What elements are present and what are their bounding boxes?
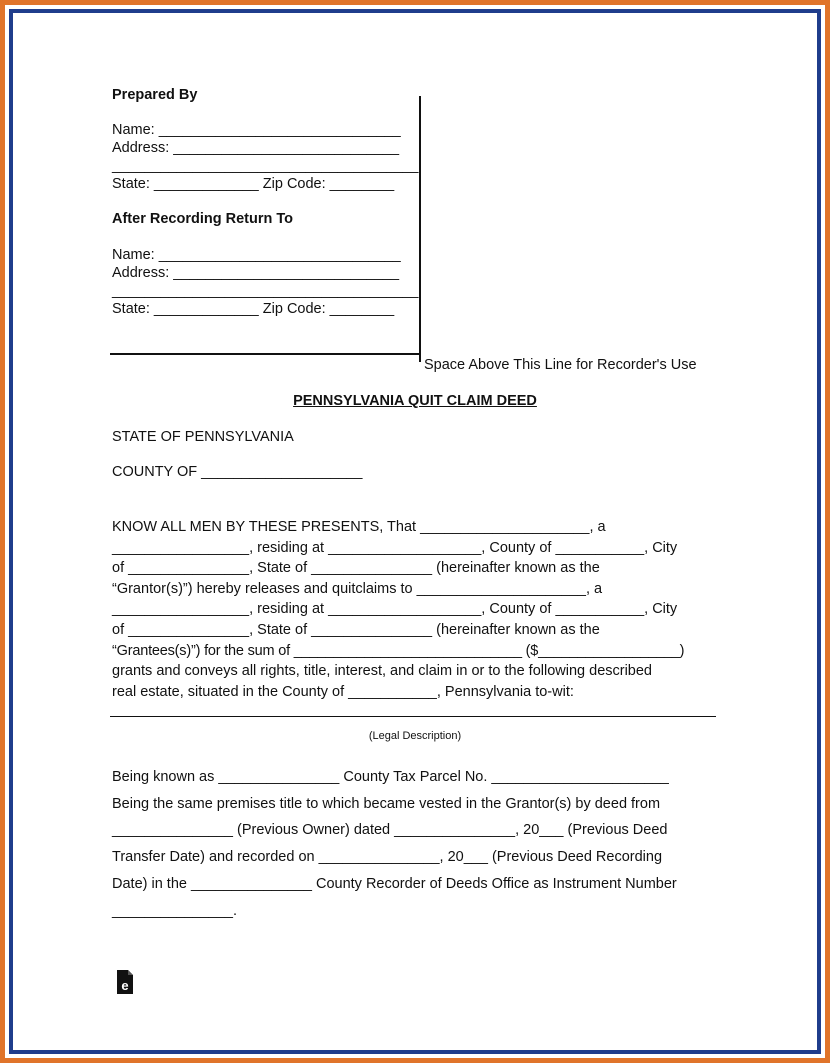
prepared-by-title: Prepared By [112, 87, 198, 103]
recorder-note: Space Above This Line for Recorder's Use [424, 357, 697, 373]
return-address-field: Address: ____________________________ [112, 265, 400, 281]
recorder-divider-vertical [419, 96, 421, 362]
lower-line: _______________. [112, 903, 237, 919]
body-paragraph [112, 517, 716, 702]
body-line: grants and conveys all rights, title, interest, and claim in or to the following described [112, 663, 652, 680]
prepared-blank-line: ______________________________________ [112, 158, 419, 174]
lower-line: Date) in the _______________ County Recorder of Deeds Office as Instrument Number [112, 876, 677, 892]
return-to-title: After Recording Return To [112, 211, 293, 227]
return-blank-line: ______________________________________ [112, 283, 419, 299]
body-line: real estate, situated in the County of ___________, Pennsylvania to-wit: [112, 683, 574, 700]
prepared-name-field: Name: ______________________________ [112, 122, 401, 138]
county-line: COUNTY OF ____________________ [112, 464, 363, 480]
state-line: STATE OF PENNSYLVANIA [112, 429, 294, 445]
deed-title: PENNSYLVANIA QUIT CLAIM DEED [293, 393, 537, 409]
legal-description-label: (Legal Description) [368, 730, 462, 742]
body-line: of _______________, State of _______________ (hereinafter known as the [112, 560, 600, 577]
prepared-address-field: Address: ____________________________ [112, 140, 400, 156]
legal-description-line [110, 716, 716, 717]
body-line: _________________, residing at ___________________, County of ___________, City [112, 601, 678, 618]
body-line: _________________, residing at ___________________, County of ___________, City [112, 539, 678, 556]
eforms-document-icon [116, 969, 134, 995]
lower-line: Being known as _______________ County Tax Parcel No. ______________________ [112, 769, 669, 785]
body-line: of _______________, State of _______________ (hereinafter known as the [112, 621, 600, 638]
lower-line: _______________ (Previous Owner) dated _______________, 20___ (Previous Deed [112, 822, 668, 838]
body-line: “Grantees(s)”) for the sum of _____________________________ ($__________________) [112, 642, 685, 659]
body-line: “Grantor(s)”) hereby releases and quitclaims to _____________________, a [112, 580, 603, 597]
return-name-field: Name: ______________________________ [112, 247, 401, 263]
lower-line: Being the same premises title to which became vested in the Grantor(s) by deed from [112, 796, 661, 812]
recorder-divider-horizontal [110, 353, 421, 355]
body-line: KNOW ALL MEN BY THESE PRESENTS, That _____________________, a [112, 519, 606, 535]
prepared-state-zip-field: State: _____________ Zip Code: ________ [112, 176, 395, 192]
svg-text:e: e [121, 978, 129, 993]
lower-line: Transfer Date) and recorded on _______________, 20___ (Previous Deed Recording [112, 849, 663, 865]
return-state-zip-field: State: _____________ Zip Code: ________ [112, 301, 395, 317]
